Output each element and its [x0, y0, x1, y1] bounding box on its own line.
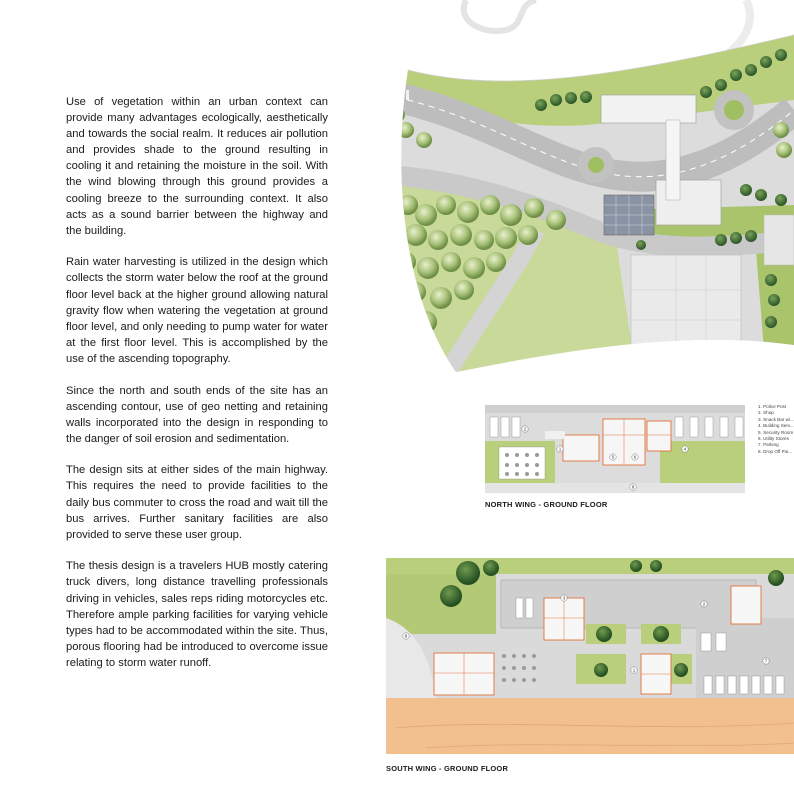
north-room-number-4: 4	[683, 446, 687, 452]
north-wing-caption: NORTH WING - GROUND FLOOR	[485, 500, 608, 509]
paragraph-vegetation: Use of vegetation within an urban context can provide many advantages ecologically, aesthetically and towards the social realm. It reduces air pollution and provides shade to the ground resulting in cooling it and retaining the moisture in the soil. With the wind blowing through this ground provides a cooling breeze to the surrounding context. It also acts as a sound barrier between the highway and the building.	[66, 96, 328, 237]
south-room-number-3: 3	[562, 595, 566, 601]
north-room-number-2: 2	[523, 426, 527, 432]
north-room-number-8: 8	[631, 484, 635, 490]
legend-item: 6. Utility Stores	[758, 436, 789, 442]
north-wing-plan	[485, 405, 745, 493]
south-room-number-7: 7	[764, 658, 768, 664]
paragraph-rainwater: Rain water harvesting is utilized in the design which collects the storm water below the roof at the ground floor level back at the higher ground allowing natural gravity flow when watering the vegetation at ground floor level, and only needing to pump water for water at the first floor level. This is accomplished by the use of the ascending topography.	[66, 256, 328, 365]
north-room-number-1: 1	[558, 446, 562, 452]
north-room-number-5: 5	[611, 454, 615, 460]
north-wing-legend	[758, 404, 794, 455]
legend-item: 4. Building Serv...	[758, 423, 794, 429]
legend-item: 2. Shop	[758, 410, 774, 416]
legend-item: 7. Parking	[758, 442, 779, 448]
description-text	[66, 94, 328, 687]
site-plan	[386, 0, 794, 375]
legend-item: 3. Snack Bar wi...	[758, 416, 794, 422]
paragraph-parking: The thesis design is a travelers HUB mostly catering truck divers, long distance travelling professionals driving in vehicles, sales reps riding motorcycles etc. Therefore ample parking facilities for varying vehicle types had to be accommodated within the site. Thus, porous flooring had be introduced to overcome issue relating to storm water runoff.	[66, 560, 328, 669]
legend-item: 1. Police Post	[758, 404, 787, 409]
south-wing-caption: SOUTH WING - GROUND FLOOR	[386, 764, 509, 773]
south-room-number-1: 1	[632, 667, 636, 673]
north-room-number-6: 6	[633, 454, 637, 460]
paragraph-commuters: The design sits at either sides of the main highway. This requires the need to provide facilities to the daily bus commuter to cross the road and wait till the bus arrives. Further sanitary facilities are also provided to serve these user group.	[66, 464, 328, 541]
south-room-number-2: 2	[702, 601, 706, 607]
south-wing-plan	[386, 558, 794, 754]
legend-item: 8. Drop Off Poi...	[758, 448, 793, 454]
south-room-number-8: 8	[404, 633, 408, 639]
paragraph-erosion: Since the north and south ends of the site has an ascending contour, use of geo netting and retaining walls incorporated into the design in responding to the danger of soil erosion and sedimentation.	[66, 384, 328, 445]
legend-item: 5. Security Room	[758, 429, 794, 435]
